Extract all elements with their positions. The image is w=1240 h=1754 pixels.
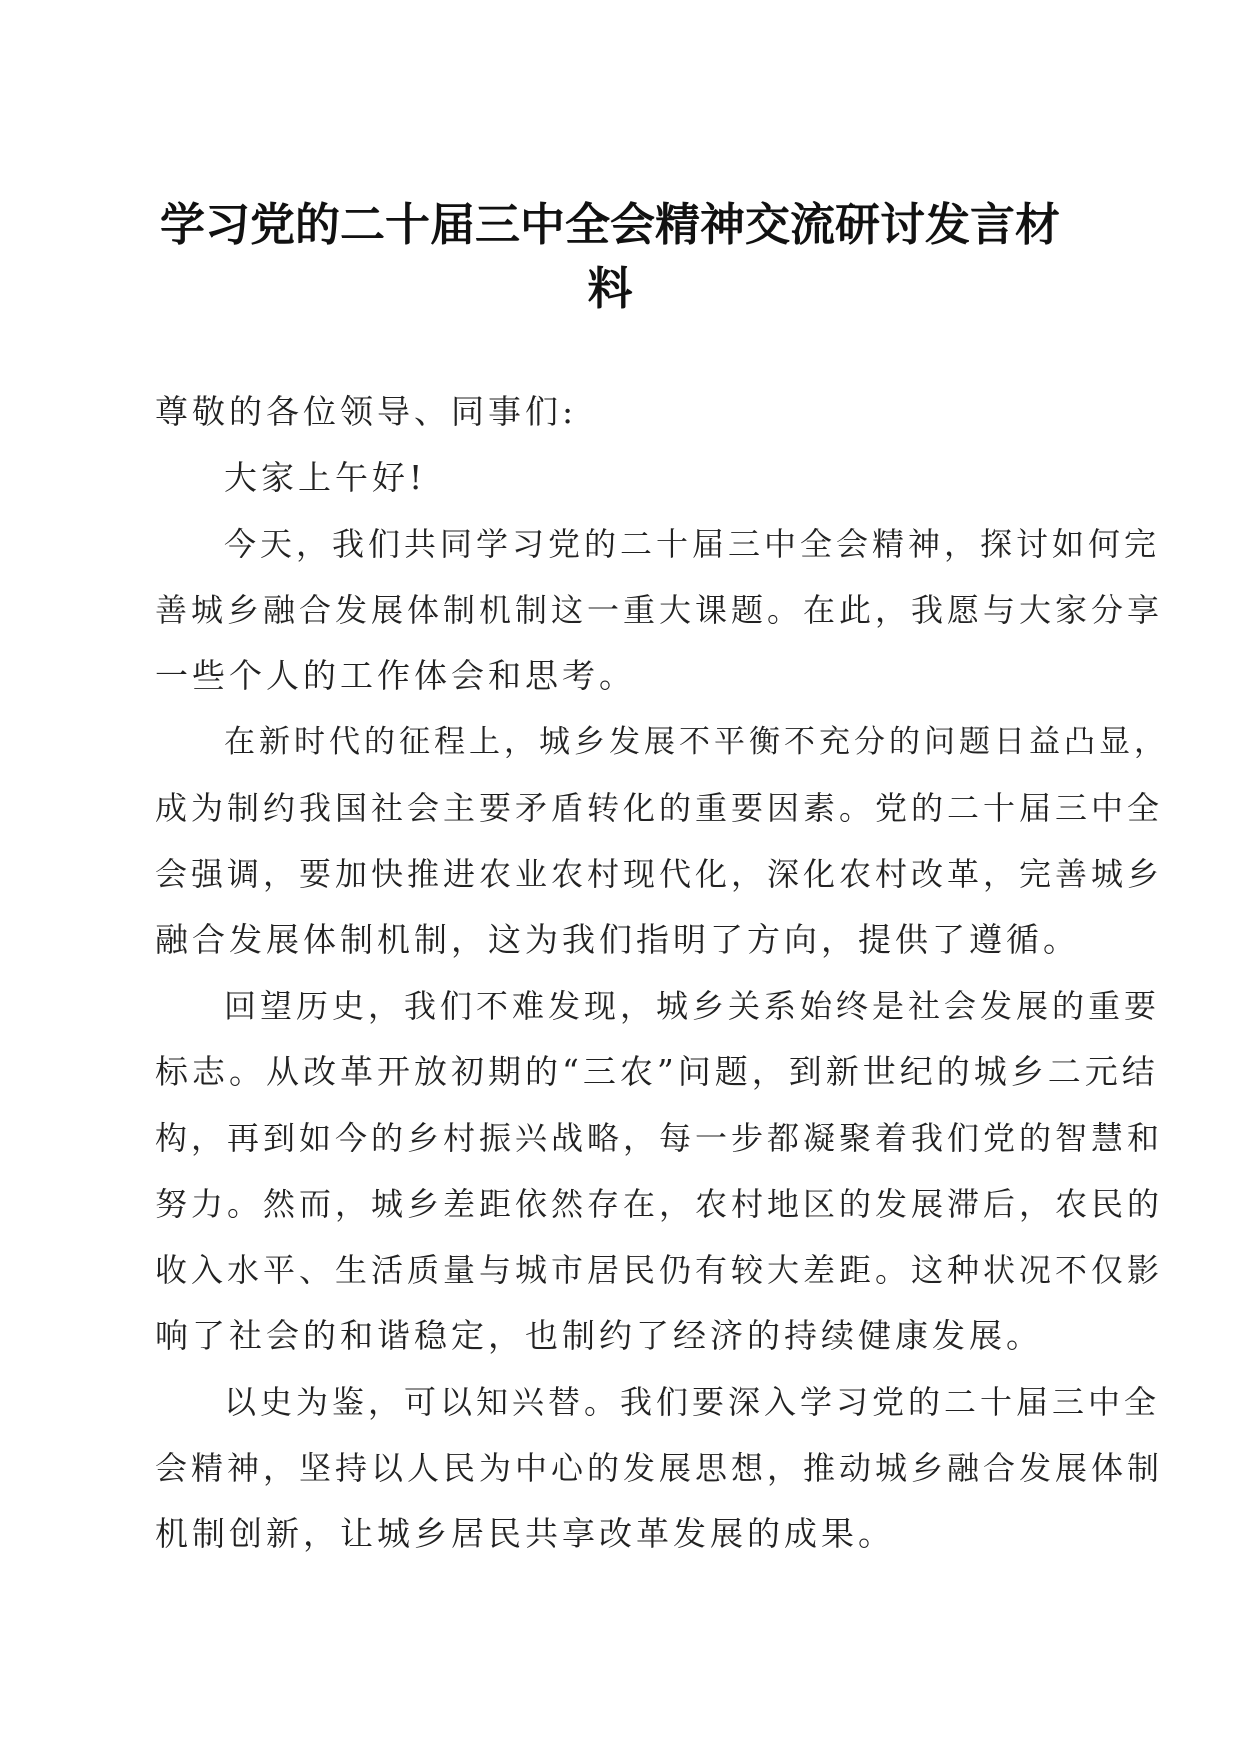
- paragraph-2-line-1: 在新时代的征程上，城乡发展不平衡不充分的问题日益凸显，: [224, 724, 1169, 760]
- paragraph-1-line-3: 一些个人的工作体会和思考。: [155, 656, 636, 695]
- paragraph-4-line-2: 会精神，坚持以人民为中心的发展思想，推动城乡融合发展体制: [155, 1449, 1164, 1487]
- paragraph-2-line-2: 成为制约我国社会主要矛盾转化的重要因素。党的二十届三中全: [155, 789, 1164, 827]
- paragraph-4-line-1: 以史为鉴，可以知兴替。我们要深入学习党的二十届三中全: [224, 1383, 1161, 1421]
- paragraph-1-line-2: 善城乡融合发展体制机制这一重大课题。在此，我愿与大家分享: [155, 591, 1164, 629]
- paragraph-3-line-1: 回望历史，我们不难发现，城乡关系始终是社会发展的重要: [224, 987, 1161, 1025]
- document-title-line-2: 料: [587, 262, 633, 315]
- paragraph-2-line-3: 会强调，要加快推进农业农村现代化，深化农村改革，完善城乡: [155, 855, 1164, 893]
- paragraph-4-line-3: 机制创新，让城乡居民共享改革发展的成果。: [155, 1514, 895, 1553]
- greeting: 大家上午好!: [224, 458, 427, 497]
- paragraph-3-line-6: 响了社会的和谐稳定，也制约了经济的持续健康发展。: [155, 1316, 1043, 1355]
- paragraph-3-line-4: 努力。然而，城乡差距依然存在，农村地区的发展滞后，农民的: [155, 1185, 1164, 1223]
- paragraph-3-line-2: 标志。从改革开放初期的“三农”问题，到新世纪的城乡二元结: [155, 1052, 1159, 1091]
- paragraph-3-line-5: 收入水平、生活质量与城市居民仍有较大差距。这种状况不仅影: [155, 1251, 1164, 1289]
- paragraph-1-line-1: 今天，我们共同学习党的二十届三中全会精神，探讨如何完: [224, 525, 1161, 563]
- paragraph-3-line-3: 构，再到如今的乡村振兴战略，每一步都凝聚着我们党的智慧和: [155, 1119, 1164, 1157]
- paragraph-2-line-4: 融合发展体制机制，这为我们指明了方向，提供了遵循。: [155, 920, 1080, 959]
- document-title-line-1: 学习党的二十届三中全会精神交流研讨发言材: [159, 198, 1060, 251]
- salutation: 尊敬的各位领导、同事们:: [155, 392, 578, 431]
